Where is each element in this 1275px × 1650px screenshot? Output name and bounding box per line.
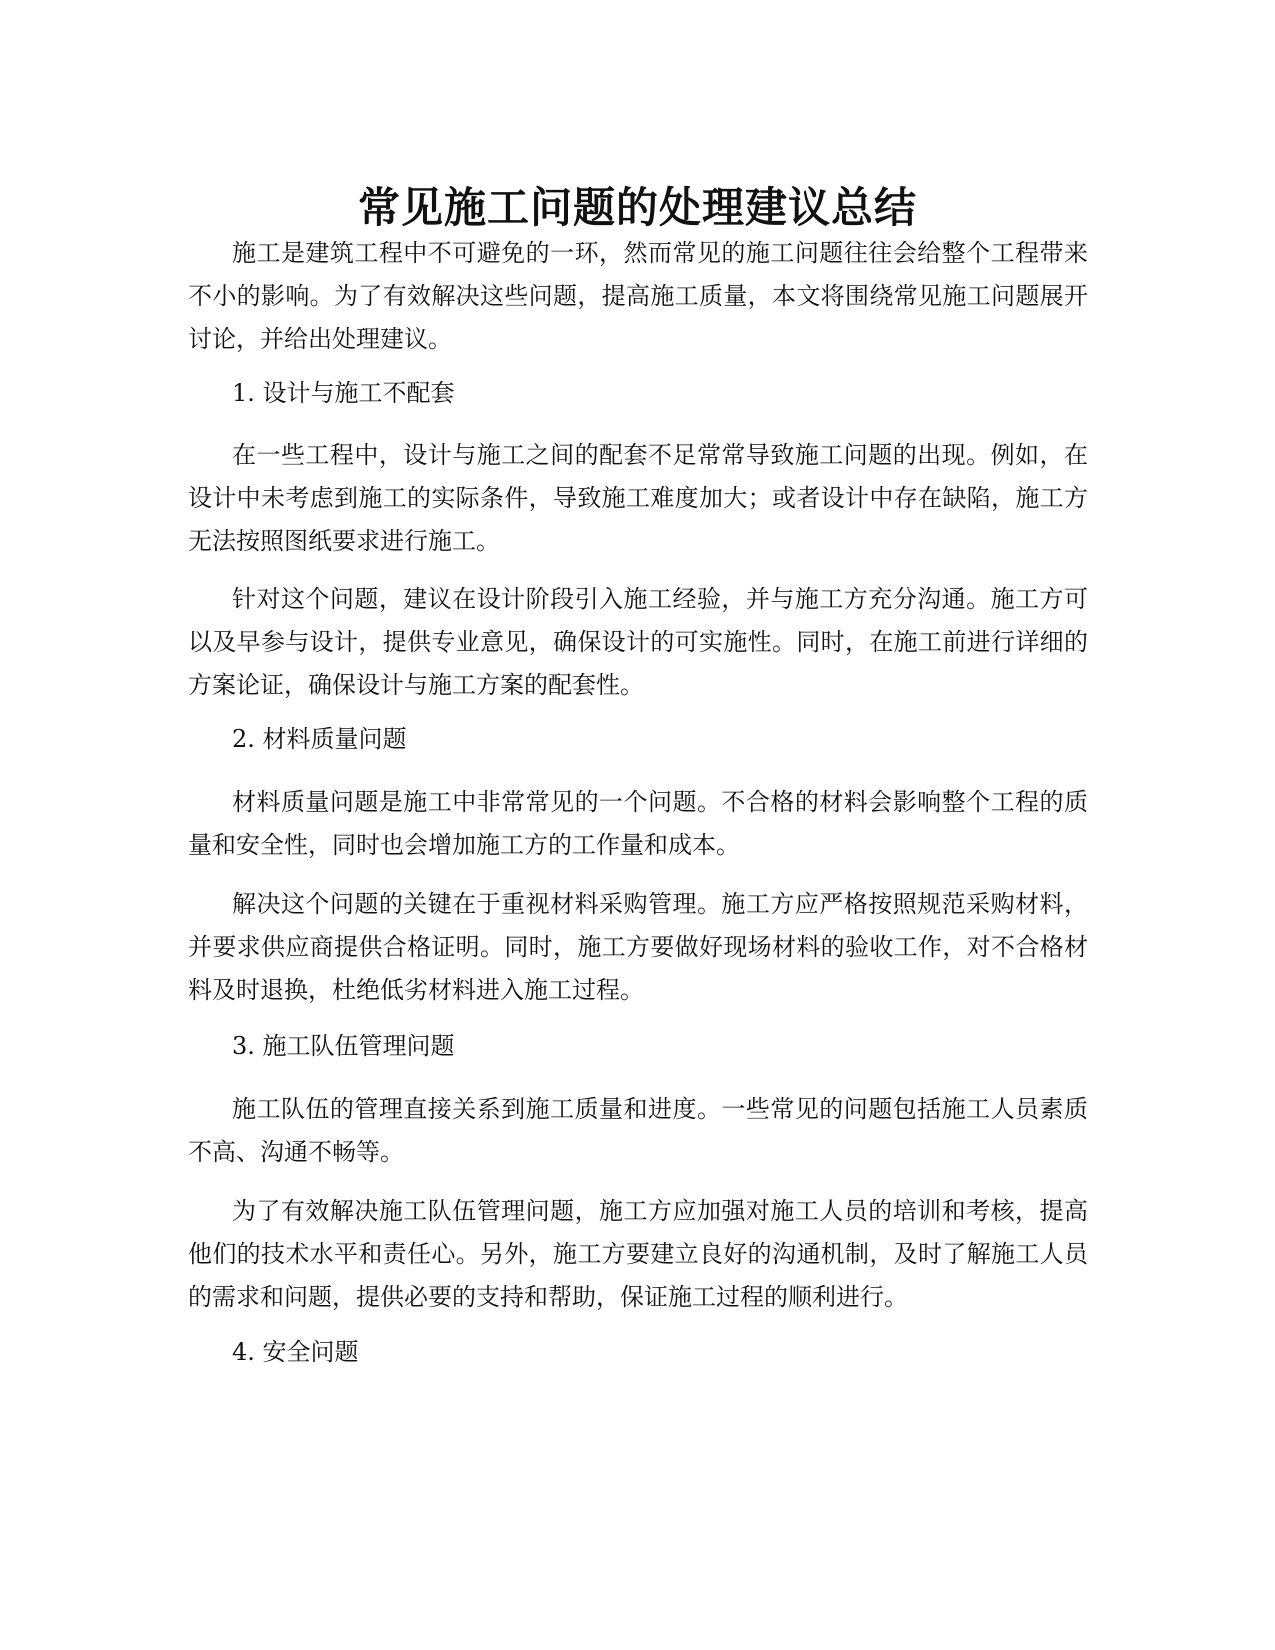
section-2-paragraph-1: 材料质量问题是施工中非常常见的一个问题。不合格的材料会影响整个工程的质量和安全性，同时也会增加施工方的工作量和成本。 xyxy=(188,788,1088,859)
section-heading-3: 3. 施工队伍管理问题 xyxy=(232,1032,455,1060)
section-heading-2: 2. 材料质量问题 xyxy=(232,725,407,753)
intro-paragraph: 施工是建筑工程中不可避免的一环，然而常见的施工问题往往会给整个工程带来不小的影响。为了有效解决这些问题，提高施工质量，本文将围绕常见施工问题展开讨论，并给出处理建议。 xyxy=(188,239,1088,353)
section-3-paragraph-1: 施工队伍的管理直接关系到施工质量和进度。一些常见的问题包括施工人员素质不高、沟通不畅等。 xyxy=(188,1095,1088,1166)
section-heading-4: 4. 安全问题 xyxy=(232,1338,359,1366)
section-heading-1: 1. 设计与施工不配套 xyxy=(232,379,455,407)
section-3-paragraph-2: 为了有效解决施工队伍管理问题，施工方应加强对施工人员的培训和考核，提高他们的技术水平和责任心。另外，施工方要建立良好的沟通机制，及时了解施工人员的需求和问题，提供必要的支持和帮助，保证施工过程的顺利进行。 xyxy=(188,1197,1088,1311)
section-2-paragraph-2: 解决这个问题的关键在于重视材料采购管理。施工方应严格按照规范采购材料，并要求供应商提供合格证明。同时，施工方要做好现场材料的验收工作，对不合格材料及时退换，杜绝低劣材料进入施工过程。 xyxy=(188,890,1088,1004)
section-1-paragraph-2: 针对这个问题，建议在设计阶段引入施工经验，并与施工方充分沟通。施工方可以及早参与设计，提供专业意见，确保设计的可实施性。同时，在施工前进行详细的方案论证，确保设计与施工方案的配套性。 xyxy=(188,585,1088,699)
section-1-paragraph-1: 在一些工程中，设计与施工之间的配套不足常常导致施工问题的出现。例如，在设计中未考虑到施工的实际条件，导致施工难度加大；或者设计中存在缺陷，施工方无法按照图纸要求进行施工。 xyxy=(188,441,1088,555)
document-title: 常见施工问题的处理建议总结 xyxy=(357,183,917,233)
